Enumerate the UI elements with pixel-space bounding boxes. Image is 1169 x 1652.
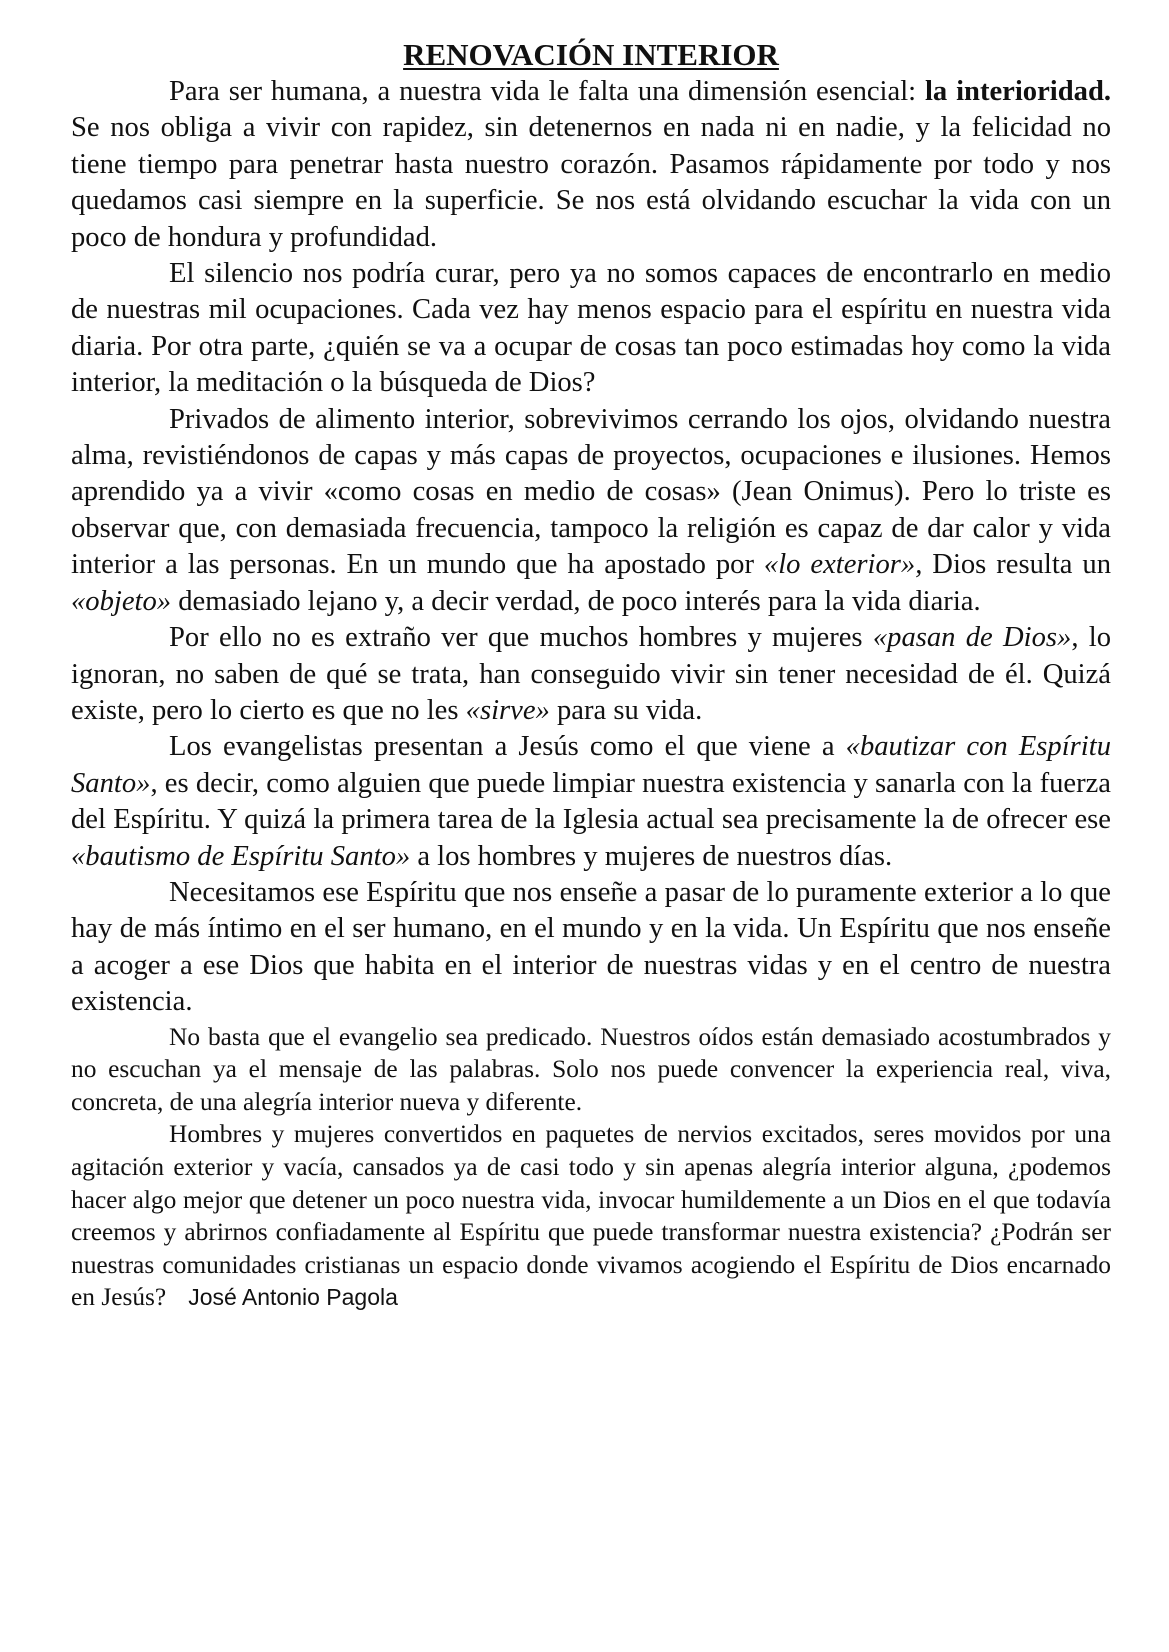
document-page [71,36,1111,1314]
text-segment: No basta que el evangelio sea predicado. Nuestros oídos están demasiado acostumbrados y no escuchan ya el mensaje de las palabras. Solo nos puede convencer la experiencia real, viva, concreta, de una alegría interior nueva y diferente. [71,1022,1111,1116]
text-segment: Hombres y mujeres convertidos en paquetes de nervios excitados, seres movidos por una agitación exterior y vacía, cansados ya de casi todo y sin apenas alegría interior alguna, ¿podemos hacer algo mejor que detener un poco nuestra vida, invocar humildemente a un Dios en el que todavía creemos y abrirnos confiadamente al Espíritu que puede transformar nuestra existencia? ¿Podrán ser nuestras comunidades cristianas un espacio donde vivamos acogiendo el Espíritu de Dios encarnado en Jesús? [71,1120,1111,1312]
text-segment: El silencio nos podría curar, pero ya no somos capaces de encontrarlo en medio de nuestras mil ocupaciones. Cada vez hay menos espacio para el espíritu en nuestra vida diaria. Por otra parte, ¿quién se va a ocupar de cosas tan poco estimadas hoy como la vida interior, la meditación o la búsqueda de Dios? [71,258,1111,399]
text-segment: a los hombres y mujeres de nuestros días. [410,840,893,872]
text-segment: Privados de alimento interior, sobrevivimos cerrando los ojos, olvidando nuestra alma, revistiéndonos de capas y más capas de proyectos, ocupaciones e ilusiones. Hemos aprendido ya a vivir «como cosas en medio de cosas» (Jean Onimus). Pero lo triste es observar que, con demasiada frecuencia, tampoco la religión es capaz de dar calor y vida interior a las personas. En un mundo que ha apostado por [71,403,1111,581]
paragraph [71,74,1111,256]
author-signature: José Antonio Pagola [188,1284,398,1311]
document-body [71,74,1111,1314]
italic-quote: «pasan de Dios» [872,622,1072,654]
text-segment: Dios resulta un [922,549,1111,581]
italic-quote: «sirve» [465,694,550,726]
paragraph [71,1021,1111,1119]
paragraph [71,729,1111,875]
italic-quote: «bautismo de Espíritu Santo» [71,840,411,872]
italic-quote: «lo exterior», [763,549,923,581]
paragraph [71,256,1111,402]
text-segment: Por ello no es extraño ver que muchos hombres y mujeres [169,622,873,654]
italic-quote: «bautizar con Espíritu Santo» [71,731,1111,799]
text-segment: demasiado lejano y, a decir verdad, de poco interés para la vida diaria. [171,585,981,617]
document-title: RENOVACIÓN INTERIOR [403,37,779,72]
text-segment: para su vida. [549,694,703,726]
paragraph [71,875,1111,1021]
bold-text: la interioridad. [924,76,1111,107]
italic-quote: «objeto» [71,585,172,617]
text-segment: , es decir, como alguien que puede limpiar nuestra existencia y sanarla con la fuerza del Espíritu. Y quizá la primera tarea de la Iglesia actual sea precisamente la de ofrecer ese [71,767,1111,836]
paragraph [71,1118,1111,1314]
paragraph [71,402,1111,620]
text-segment: Necesitamos ese Espíritu que nos enseñe a pasar de lo puramente exterior a lo que hay de más íntimo en el ser humano, en el mundo y en la vida. Un Espíritu que nos enseñe a acoger a ese Dios que habita en el interior de nuestras vidas y en el centro de nuestra existencia. [71,876,1111,1018]
text-segment: , lo ignoran, no saben de qué se trata, han conseguido vivir sin tener necesidad de él. Quizá existe, pero lo cierto es que no les [71,622,1111,726]
text-segment: Los evangelistas presentan a Jesús como el que viene a [169,731,846,763]
paragraph [71,620,1111,729]
text-segment: Para ser humana, a nuestra vida le falta una dimensión esencial: [169,76,925,107]
text-segment: Se nos obliga a vivir con rapidez, sin detenernos en nada ni en nadie, y la felicidad no tiene tiempo para penetrar hasta nuestro corazón. Pasamos rápidamente por todo y nos quedamos casi siempre en la superficie. Se nos está olvidando escuchar la vida con un poco de hondura y profundidad. [71,112,1111,253]
